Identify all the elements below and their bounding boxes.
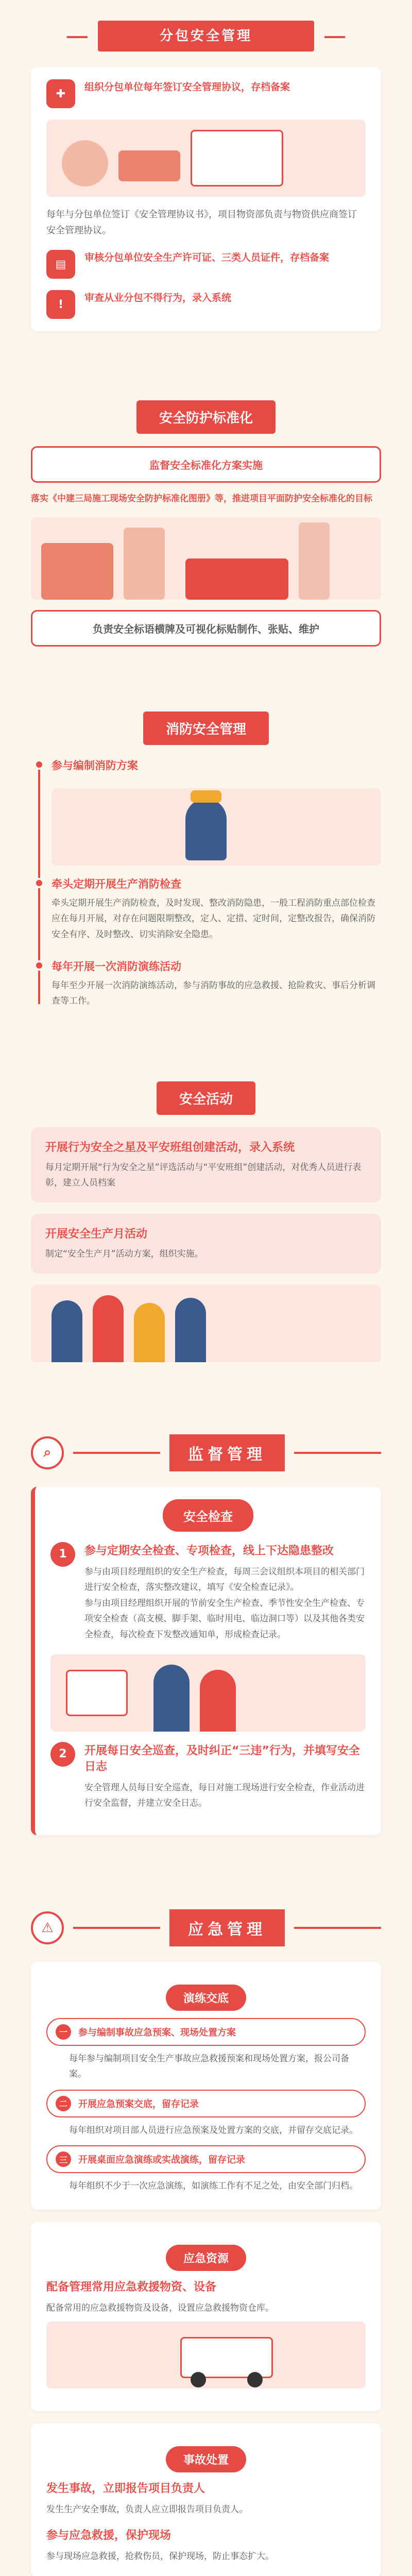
- crowd-illustration: [31, 1285, 381, 1362]
- supervision-item-title: 开展每日安全巡查，及时纠正“三违”行为，并填写安全日志: [84, 1744, 360, 1773]
- number-badge: 三: [56, 2151, 71, 2167]
- header-line: [294, 1927, 381, 1929]
- drill-label: 参与编制事故应急预案、现场处置方案: [78, 2027, 236, 2038]
- subcontract-item-text: 组织分包单位每年签订安全管理协议，存档备案: [84, 81, 290, 93]
- handling-header: [46, 2436, 366, 2480]
- fire-step-1: [52, 757, 381, 773]
- emergency-header: [31, 1909, 381, 1946]
- activity-card-1: [31, 1127, 381, 1202]
- drill-item-1: [46, 2018, 366, 2046]
- subcontract-item-text: 审查从业分包不得行为，录入系统: [84, 292, 232, 304]
- fire-step-title: 参与编制消防方案: [52, 759, 138, 772]
- subcontract-card: [31, 67, 381, 331]
- standard-title: 安全防护标准化: [136, 400, 276, 434]
- subcontract-item-text: 审核分包单位安全生产许可证、三类人员证件，存档备案: [84, 252, 330, 264]
- handling-item-body: 发生生产安全事故，负责人应立即报告项目负责人。: [46, 2504, 248, 2515]
- drill-note: 每年组织对项目部人员进行应急预案及处置方案的交底，并留存交底记录。: [69, 2125, 358, 2136]
- handling-item-title: 发生事故，立即报告项目负责人: [46, 2482, 205, 2495]
- resources-header: [46, 2234, 366, 2278]
- activity-title: 开展安全生产月活动: [45, 1227, 148, 1241]
- fire-title: 消防安全管理: [143, 711, 269, 745]
- activities-section: [0, 1045, 412, 1393]
- standard-note-red: 落实《中建三局施工现场安全防护标准化图册》等，推进项目平面防护安全标准化的目标: [31, 494, 372, 504]
- meeting-illustration: [46, 120, 366, 197]
- fire-step-title: 牵头定期开展生产消防检查: [52, 877, 181, 890]
- subcontract-title: 分包安全管理: [98, 21, 314, 52]
- header-line: [73, 1452, 160, 1454]
- resources-title: 应急资源: [166, 2245, 246, 2271]
- activity-card-2: [31, 1214, 381, 1274]
- handling-item-title: 参与应急救援，保护现场: [46, 2529, 171, 2543]
- drill-note: 每年组织不少于一次应急演练，如演练工作有不足之处，由安全部门归档。: [69, 2181, 358, 2192]
- construction-illustration: [31, 517, 381, 600]
- subcontract-header: [98, 21, 314, 52]
- drill-item-2: [46, 2090, 366, 2117]
- drills-title: 演练交底: [166, 1985, 246, 2011]
- standard-header: [31, 400, 381, 434]
- supervision-item-body: 安全管理人员每日安全巡查，每日对施工现场进行安全检查，作业活动进行安全监督，并建立安全日志。: [84, 1782, 365, 1809]
- handling-title: 事故处置: [166, 2446, 246, 2472]
- fire-person-illustration: [52, 788, 381, 866]
- ambulance-illustration: [46, 2321, 366, 2388]
- drill-label: 开展应急预案交底，留存记录: [78, 2098, 199, 2110]
- emergency-title: 应急管理: [169, 1909, 285, 1946]
- handling-card: [31, 2424, 381, 2576]
- drills-card: [31, 1962, 381, 2210]
- magnifier-icon: ⌕: [31, 1436, 64, 1469]
- supervision-header: [31, 1434, 381, 1471]
- number-badge: 1: [50, 1542, 75, 1567]
- standard-responsibility: 负责安全标语横牌及可视化标贴制作、张贴、维护: [31, 610, 381, 647]
- subcontract-item-4: [46, 290, 366, 319]
- resources-body: 配备常用的应急救援物资及设备，设置应急救援物资仓库。: [46, 2303, 274, 2314]
- document-icon: ▤: [46, 250, 75, 279]
- supervision-item-2: [50, 1742, 366, 1811]
- supervision-card: [31, 1487, 381, 1835]
- fire-header: [31, 711, 381, 745]
- drill-item-3: [46, 2145, 366, 2173]
- subcontract-item-2-text: 每年与分包单位签订《安全管理协议书》，项目物资部负责与物资供应商签订安全管理协议。: [46, 209, 357, 236]
- fire-step-title: 每年开展一次消防演练活动: [52, 960, 181, 973]
- supervision-item-title: 参与定期安全检查、专项检查，线上下达隐患整改: [84, 1544, 334, 1557]
- standard-section: [0, 364, 412, 675]
- supervision-title: 监督管理: [169, 1434, 285, 1471]
- supervision-section: [0, 1393, 412, 1868]
- activities-header: [31, 1081, 381, 1115]
- activity-body: 每月定期开展“行为安全之星”评选活动与“平安班组”创建活动，对优秀人员进行表彰，建立人员档案: [45, 1162, 362, 1189]
- fire-step-3: [52, 958, 381, 1009]
- fire-step-body: 每年至少开展一次消防演练活动，参与消防事故的应急救援、抢险救灾、事后分析调查等工作。: [52, 980, 375, 1007]
- emergency-section: [0, 1868, 412, 2576]
- drill-label: 开展桌面应急演练或实战演练，留存记录: [78, 2155, 245, 2166]
- number-badge: 一: [56, 2024, 71, 2040]
- inspection-illustration: [50, 1654, 366, 1732]
- activity-body: 制定“安全生产月”活动方案，组织实施。: [45, 1248, 203, 1259]
- step-dot-icon: [34, 759, 44, 770]
- alert-icon: ⚠: [31, 1911, 64, 1944]
- drill-note: 每年参与编制项目安全生产事故应急救援预案和现场处置方案，报公司备案。: [69, 2053, 349, 2080]
- activities-title: 安全活动: [157, 1081, 255, 1115]
- supervision-item-content: [84, 1542, 366, 1643]
- supervision-item-content: [84, 1742, 366, 1811]
- subcontract-item-3: [46, 250, 366, 279]
- supervision-subheader: [50, 1499, 366, 1532]
- header-line: [73, 1927, 160, 1929]
- fire-step-2: [52, 876, 381, 943]
- number-badge: 二: [56, 2096, 71, 2111]
- standard-box: 监督安全标准化方案实施: [31, 446, 381, 483]
- step-dot-icon: [34, 878, 44, 888]
- supervision-section-title: 安全检查: [163, 1499, 253, 1532]
- step-dot-icon: [34, 960, 44, 971]
- fire-section: [0, 675, 412, 1045]
- subcontract-section: [0, 0, 412, 364]
- header-line: [294, 1452, 381, 1454]
- subcontract-item-1: [46, 79, 366, 108]
- supervision-item-body: 参与由项目经理组织的安全生产检查，每周三会议组织本项目的相关部门进行安全检查，落实整改建议，填写《安全检查记录》。 参与由项目经理组织开展的节前安全生产检查、季节性安全生产检查、专项安全检查（高支模、脚手架、临时用电、临边洞口等）以及其他各类安全检查，每次检查下发整改通知单，形成检查记录。: [84, 1566, 365, 1640]
- standard-note: [31, 491, 381, 507]
- shield-icon: ✚: [46, 79, 75, 108]
- fire-timeline: [31, 757, 381, 1009]
- fire-step-body: 牵头定期开展生产消防检查，及时发现、整改消防隐患，一般工程消防重点部位检查应在每月开展，对存在问题限期整改，定人、定措、定时间，定整改报告，确保消防安全有序、及时整改、切实消除安全隐患。: [52, 897, 375, 940]
- activity-title: 开展行为安全之星及平安班组创建活动，录入系统: [45, 1141, 295, 1154]
- resources-subtitle: 配备管理常用应急救援物资、设备: [46, 2281, 217, 2294]
- supervision-item-1: [50, 1542, 366, 1643]
- handling-item-body: 参与现场应急救援，抢救伤员，保护现场，防止事态扩大。: [46, 2551, 274, 2562]
- drills-header: [46, 1974, 366, 2018]
- warning-icon: !: [46, 290, 75, 319]
- number-badge: 2: [50, 1742, 75, 1767]
- resources-card: [31, 2222, 381, 2411]
